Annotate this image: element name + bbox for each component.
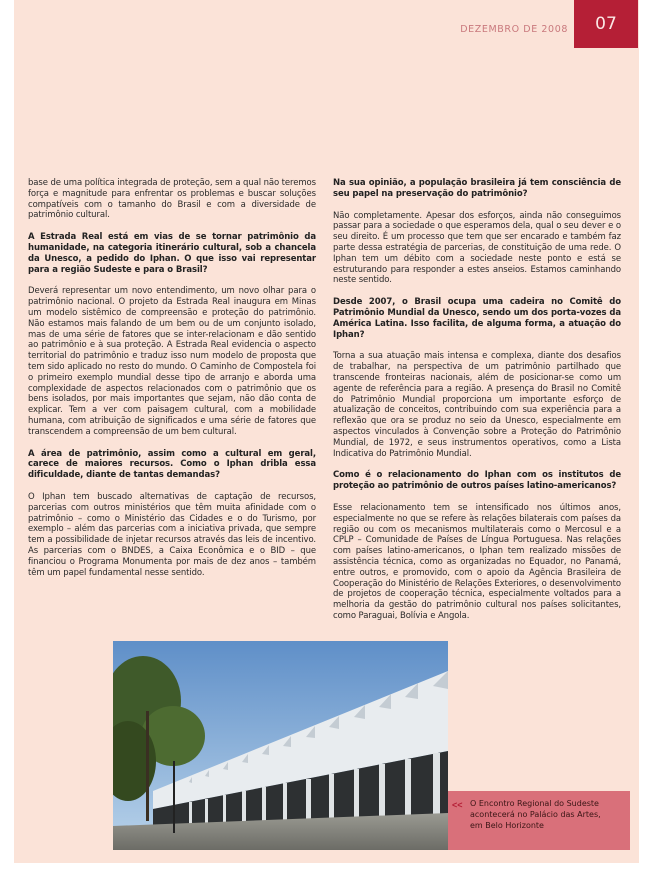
paragraph: Torna a sua atuação mais intensa e complexa, diante dos desafios de trabalhar, na perspectiva de um patrimônio partilhado que transcende fronteiras nacionais, além de posicionar-se como um agente de referência para a região. A presença do Brasil no Comitê do Patrimônio Mundial proporciona um importante esforço de atualização de conceitos, contribuindo com sua experiência para a reflexão que ora se produz no seio da Unesco, especialmente em aspectos vinculados à Convenção sobre a Proteção do Patrimônio Mundial, de 1972, e seus instrumentos operativos, como a Lista Indicativa do Patrimônio Mundial.	[333, 351, 621, 459]
interview-question: A Estrada Real está em vias de se tornar patrimônio da humanidade, na categoria itinerário cultural, sob a chancela da Unesco, a pedido do Iphan. O que isso vai representar para a região Sudeste e para o Brasil?	[28, 232, 316, 275]
page-number-badge: 07	[574, 0, 638, 48]
photo-caption	[470, 798, 620, 831]
paragraph: Deverá representar um novo entendimento, um novo olhar para o patrimônio nacional. O projeto da Estrada Real inaugura em Minas um modelo sistêmico de compreensão e proteção do patrimônio. Não estamos mais falando de um bem ou de um conjunto isolado, mas de uma série de fatores que se inter-relacionam e dão sentido ao patrimônio e à sua proteção. A Estrada Real evidencia o aspecto territorial do patrimônio e traduz isso num modelo de proposta que tem sido aplicado no resto do mundo. O Caminho de Compostela foi o primeiro exemplo mundial desse tipo de arranjo e aborda uma complexidade de aspectos relacionados com o patrimônio que os bens isolados, por mais importantes que sejam, não dão conta de explicar. Tem a ver com paisagem cultural, com a mobilidade humana, com atribuição de significados e uma série de fatores que transcendem a compreensão de um bem cultural.	[28, 286, 316, 437]
interview-question: Desde 2007, o Brasil ocupa uma cadeira no Comitê do Patrimônio Mundial da Unesco, sendo um dos porta-vozes da América Latina. Isso facilita, de alguma forma, a atuação do Iphan?	[333, 297, 621, 340]
caption-line: em Belo Horizonte	[470, 821, 544, 830]
interview-question: Como é o relacionamento do Iphan com os institutos de proteção ao patrimônio de outros países latino-americanos?	[333, 470, 621, 492]
interview-question: Na sua opinião, a população brasileira já tem consciência de seu papel na preservação do patrimônio?	[333, 178, 621, 199]
right-column	[333, 178, 621, 633]
paragraph: Não completamente. Apesar dos esforços, ainda não conseguimos passar para a sociedade o que esperamos dela, qual o seu dever e o seu direito. É um processo que tem que ser encarado e também faz parte dessa estratégia de parcerias, de constituição de uma rede. O Iphan tem um débito com a sociedade neste ponto e está se estruturando para responder a estes anseios. Estamos caminhando neste sentido.	[333, 210, 621, 286]
caption-arrow-icon: <<	[452, 800, 463, 810]
issue-date: DEZEMBRO DE 2008	[460, 24, 568, 35]
interview-question: A área de patrimônio, assim como a cultural em geral, carece de maiores recursos. Como o Iphan dribla essa dificuldade, diante de tantas demandas?	[28, 448, 316, 481]
caption-line: acontecerá no Palácio das Artes,	[470, 810, 601, 819]
building-photo	[113, 641, 448, 850]
paragraph: O Iphan tem buscado alternativas de captação de recursos, parcerias com outros ministérios que têm muita afinidade com o patrimônio – como o Ministério das Cidades e o do Turismo, por exemplo – além das parcerias com a iniciativa privada, que sempre tem a possibilidade de injetar recursos através das leis de incentivo. As parcerias com o BNDES, a Caixa Econômica e o BID – que financiou o Programa Monumenta por mais de dez anos – também têm um papel fundamental nesse sentido.	[28, 491, 316, 578]
paragraph: Esse relacionamento tem se intensificado nos últimos anos, especialmente no que se refere às relações bilaterais com países da região ou com os mecanismos multilaterais como o Mercosul e a CPLP – Comunidade de Países de Língua Portuguesa. Nas relações com países latino-americanos, o Iphan tem realizado missões de assistência técnica, como as organizadas no Equador, no Panamá, entre outros, e promovido, com o apoio da Agência Brasileira de Cooperação do Ministério de Relações Exteriores, o desenvolvimento de projetos de cooperação técnica, especialmente voltados para a melhoria da gestão do patrimônio cultural nos países solicitantes, como Paraguai, Bolívia e Angola.	[333, 502, 621, 621]
left-column	[28, 178, 316, 589]
caption-line: O Encontro Regional do Sudeste	[470, 799, 599, 808]
paragraph: base de uma política integrada de proteção, sem a qual não teremos força e magnitude para enfrentar os problemas e buscar soluções compatíveis com o tamanho do Brasil e com a diversidade de patrimônio cultural.	[28, 178, 316, 221]
